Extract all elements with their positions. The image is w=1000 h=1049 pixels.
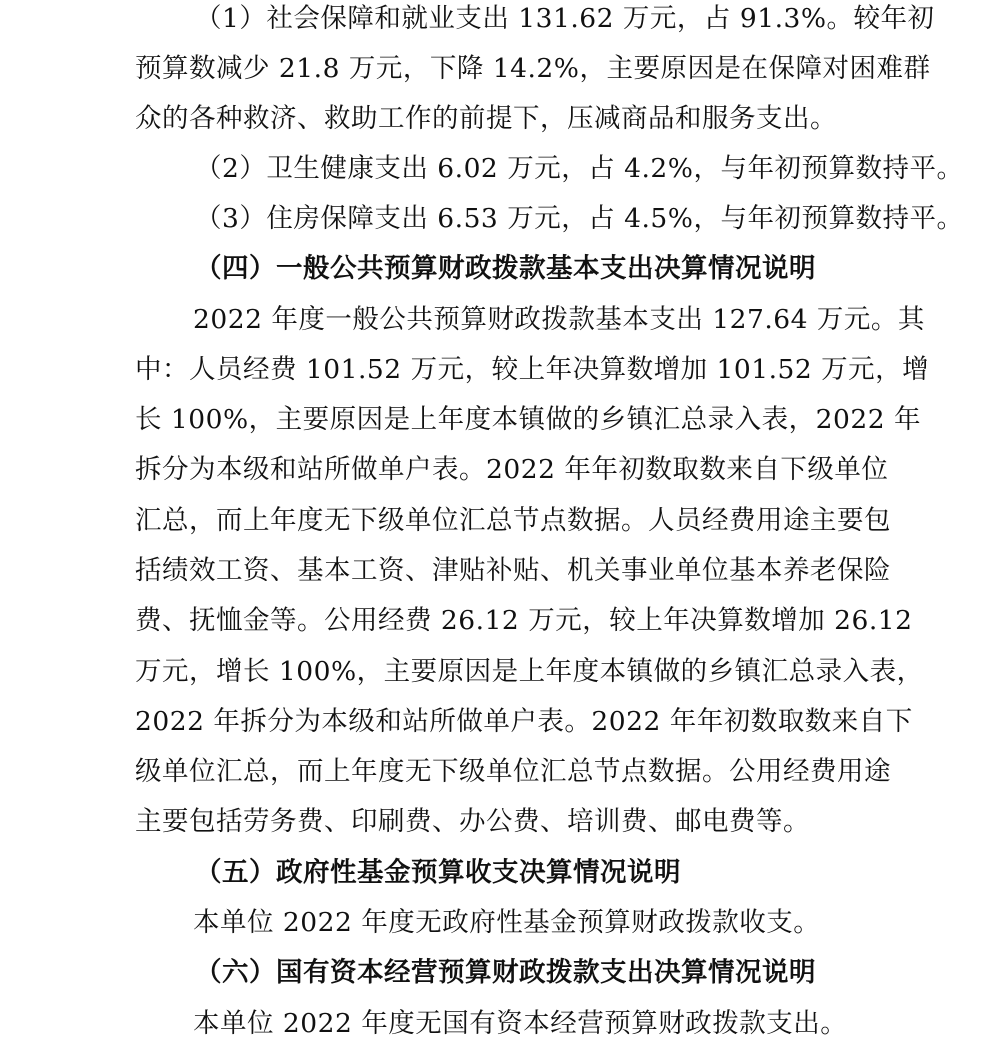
paragraph-line: 长 100%，主要原因是上年度本镇做的乡镇汇总录入表，2022 年 xyxy=(135,404,922,435)
paragraph-line: 级单位汇总，而上年度无下级单位汇总节点数据。公用经费用途 xyxy=(135,756,891,787)
paragraph-line: 2022 年拆分为本级和站所做单户表。2022 年年初数取数来自下 xyxy=(135,706,913,737)
section-heading: （六）国有资本经营预算财政拨款支出决算情况说明 xyxy=(195,957,816,988)
section-heading: （四）一般公共预算财政拨款基本支出决算情况说明 xyxy=(195,253,816,284)
paragraph-line: 本单位 2022 年度无国有资本经营预算财政拨款支出。 xyxy=(193,1008,848,1039)
paragraph-line: 主要包括劳务费、印刷费、办公费、培训费、邮电费等。 xyxy=(135,806,810,837)
paragraph-line: 拆分为本级和站所做单户表。2022 年年初数取数来自下级单位 xyxy=(135,454,889,485)
paragraph-line: 众的各种救济、救助工作的前提下，压减商品和服务支出。 xyxy=(135,103,837,134)
paragraph-line: 预算数减少 21.8 万元，下降 14.2%，主要原因是在保障对困难群 xyxy=(135,53,931,84)
paragraph-line: 汇总，而上年度无下级单位汇总节点数据。人员经费用途主要包 xyxy=(135,505,891,536)
paragraph-line: 费、抚恤金等。公用经费 26.12 万元，较上年决算数增加 26.12 xyxy=(135,605,913,636)
paragraph-line: （2）卫生健康支出 6.02 万元，占 4.2%，与年初预算数持平。 xyxy=(195,153,964,184)
paragraph-line: 括绩效工资、基本工资、津贴补贴、机关事业单位基本养老保险 xyxy=(135,555,891,586)
paragraph-line: （1）社会保障和就业支出 131.62 万元，占 91.3%。较年初 xyxy=(195,3,935,34)
section-heading: （五）政府性基金预算收支决算情况说明 xyxy=(195,857,681,888)
paragraph-line: （3）住房保障支出 6.53 万元，占 4.5%，与年初预算数持平。 xyxy=(195,203,964,234)
paragraph-line: 本单位 2022 年度无政府性基金预算财政拨款收支。 xyxy=(193,907,821,938)
paragraph-line: 万元，增长 100%，主要原因是上年度本镇做的乡镇汇总录入表， xyxy=(135,656,924,687)
paragraph-line: 2022 年度一般公共预算财政拨款基本支出 127.64 万元。其 xyxy=(193,304,925,335)
paragraph-line: 中：人员经费 101.52 万元，较上年决算数增加 101.52 万元，增 xyxy=(135,354,930,385)
